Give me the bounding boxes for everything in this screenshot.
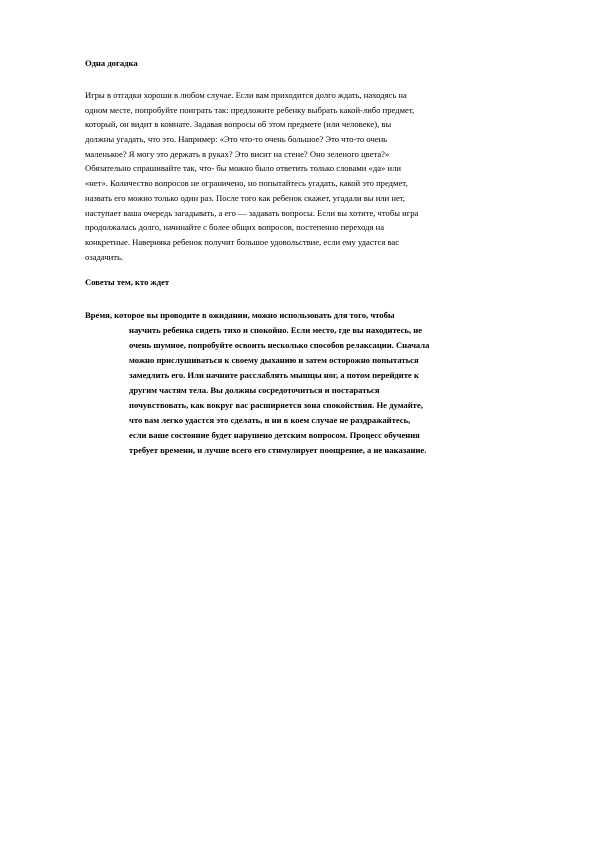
paragraph-line: назвать его можно только один раз. После того как ребенок скажет, угадали вы или нет, xyxy=(85,192,406,203)
paragraph-line: продолжалась долго, начинайте с более общих вопросов, постепенно переходя на xyxy=(85,222,385,233)
paragraph-line: который, он видит в комнате. Задавая вопросы об этом предмете (или человеке), вы xyxy=(85,119,392,130)
paragraph-line: требует времени, и лучше всего его стимулирует поощрение, а не наказание. xyxy=(129,445,427,455)
paragraph-line: замедлить его. Или начните расслаблять мышцы ног, а потом перейдите к xyxy=(129,370,419,380)
section-title-waiting-tips: Советы тем, кто ждет xyxy=(85,277,170,287)
paragraph-line: «нет». Количество вопросов не ограничено, но попытайтесь угадать, какой это предмет, xyxy=(85,178,408,189)
section-title-one-guess: Одна догадка xyxy=(85,58,138,68)
paragraph-guessing-game xyxy=(85,88,515,264)
paragraph-line: одном месте, попробуйте поиграть так: предложите ребенку выбрать какой-либо предмет, xyxy=(85,104,415,115)
paragraph-line: конкретные. Наверняка ребенок получит большое удовольствие, если ему удастся вас xyxy=(85,236,400,247)
paragraph-line: Время, которое вы проводите в ожидании, можно использовать для того, чтобы xyxy=(85,310,395,320)
paragraph-line: что вам легко удастся это сделать, и ни в коем случае не раздражайтесь, xyxy=(129,415,411,425)
paragraph-line: другим частям тела. Вы должны сосредоточиться и постараться xyxy=(129,385,380,395)
paragraph-line: очень шумное, попробуйте освоить несколько способов релаксации. Сначала xyxy=(129,340,430,350)
paragraph-line: можно прислушиваться к своему дыханию и затем осторожно попытаться xyxy=(129,355,419,365)
paragraph-line: Обязательно спрашивайте так, что- бы можно было ответить только словами «да» или xyxy=(85,163,401,174)
paragraph-line: Игры в отгадки хороши в любом случае. Если вам приходится долго ждать, находясь на xyxy=(85,90,407,100)
paragraph-line: если ваше состояние будет нарушено детским вопросом. Процесс обучения xyxy=(129,430,420,440)
paragraph-line: почувствовать, как вокруг вас расширяется зона спокойствия. Не думайте, xyxy=(129,400,423,410)
paragraph-line: маленькое? Я могу это держать в руках? Это висит на стене? Оно зеленого цвета?» xyxy=(85,148,390,159)
paragraph-line: должны угадать, что это. Например: «Это что-то очень большое? Это что-то очень xyxy=(85,134,388,145)
paragraph-relaxation-tips xyxy=(85,308,535,458)
paragraph-line: озадачить. xyxy=(85,251,124,262)
paragraph-line: наступает ваша очередь загадывать, а его — задавать вопросы. Если вы хотите, чтобы игра xyxy=(85,207,419,218)
paragraph-line: научить ребенка сидеть тихо и спокойно. Если место, где вы находитесь, не xyxy=(129,325,423,335)
